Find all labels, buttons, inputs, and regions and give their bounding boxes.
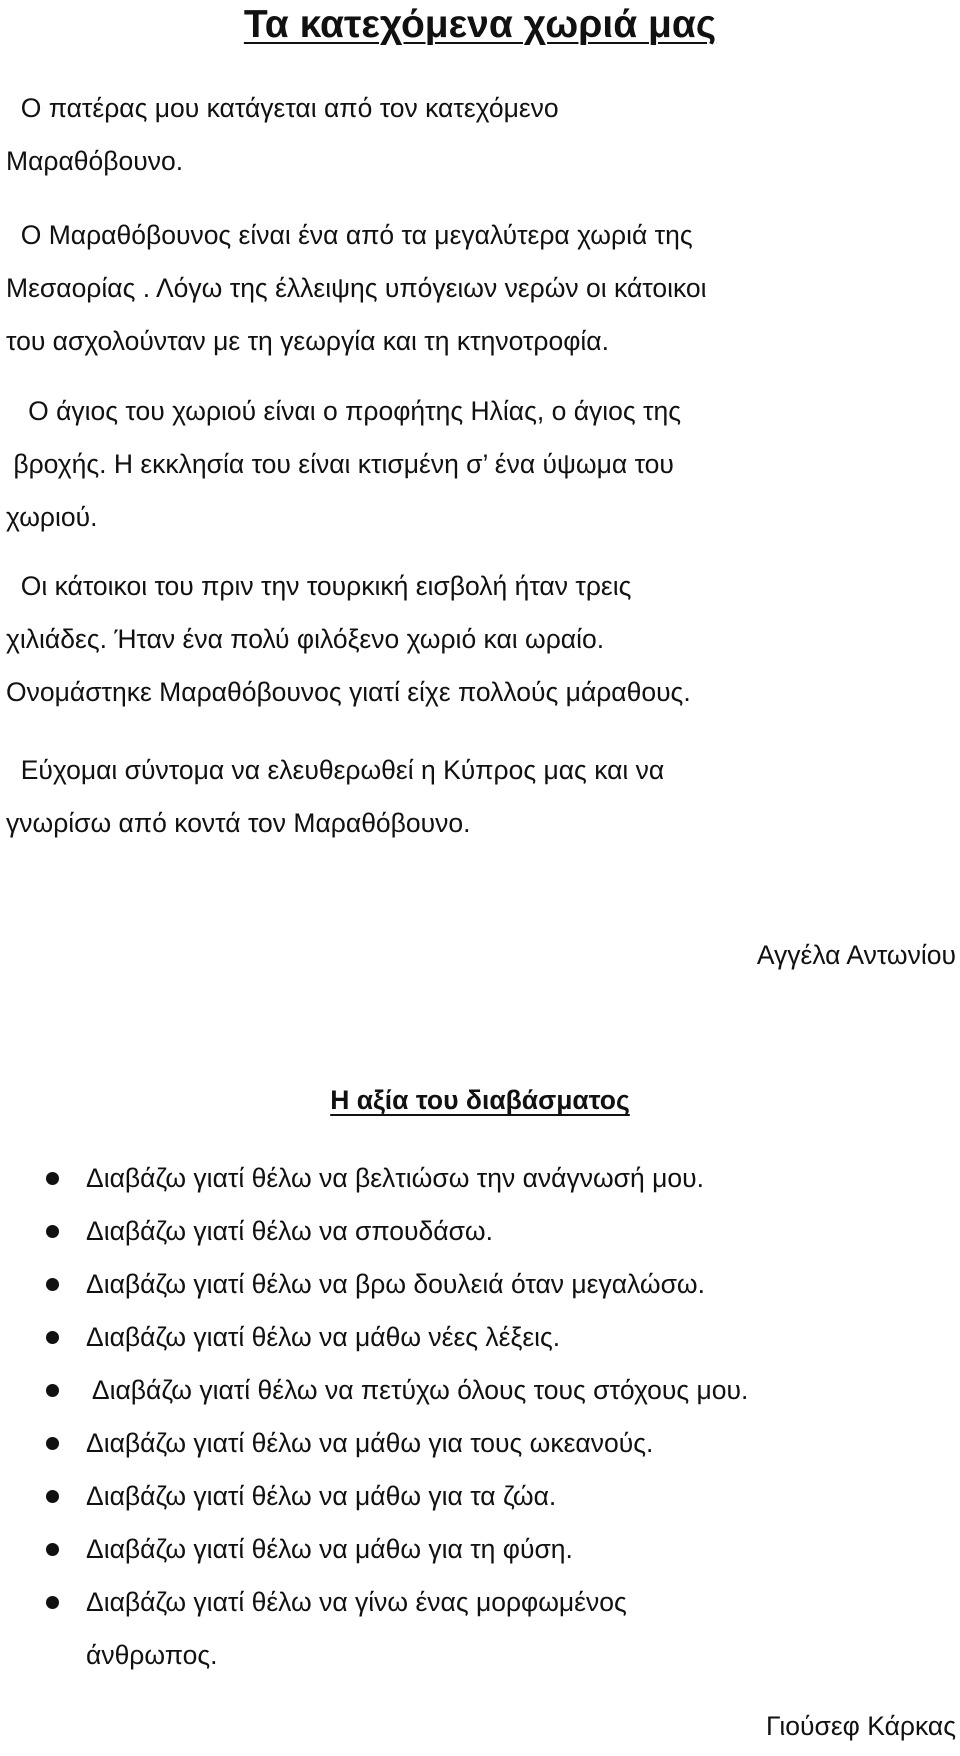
paragraph-wish: [6, 744, 956, 850]
section-title: Η αξία του διαβάσματος: [330, 1085, 630, 1115]
paragraph-origin: [6, 82, 956, 188]
list-item-text: άνθρωπος.: [86, 1640, 218, 1670]
list-item: [0, 1417, 960, 1470]
bullet-icon: [46, 1172, 59, 1185]
paragraph-line: γνωρίσω από κοντά τον Μαραθόβουνο.: [6, 808, 471, 838]
list-item: [0, 1152, 960, 1205]
paragraph-line: Ο Μαραθόβουνος είναι ένα από τα μεγαλύτερα χωριά της: [6, 220, 693, 250]
list-item-text: Διαβάζω γιατί θέλω να μάθω για τους ωκεανούς.: [86, 1428, 654, 1458]
paragraph-line: Ο πατέρας μου κατάγεται από τον κατεχόμενο: [6, 93, 559, 123]
bullet-icon: [46, 1490, 59, 1503]
list-item: [0, 1311, 960, 1364]
paragraph-line: του ασχολούνταν με τη γεωργία και τη κτηνοτροφία.: [6, 326, 609, 356]
bullet-icon: [46, 1437, 59, 1450]
list-item: [0, 1258, 960, 1311]
bullet-icon: [46, 1596, 59, 1609]
list-item-text: Διαβάζω γιατί θέλω να πετύχω όλους τους στόχους μου.: [86, 1375, 749, 1405]
author-signature: Γιούσεφ Κάρκας: [765, 1711, 956, 1741]
author-signature: Αγγέλα Αντωνίου: [756, 940, 956, 970]
reasons-list: [0, 1152, 960, 1682]
list-item-text: Διαβάζω γιατί θέλω να σπουδάσω.: [86, 1216, 493, 1246]
paragraph-line: Οι κάτοικοι του πριν την τουρκική εισβολή ήταν τρεις: [6, 571, 632, 601]
list-item-text: Διαβάζω γιατί θέλω να μάθω νέες λέξεις.: [86, 1322, 561, 1352]
paragraph-inhabitants: [6, 560, 956, 719]
paragraph-line: Εύχομαι σύντομα να ελευθερωθεί η Κύπρος μας και να: [6, 755, 665, 785]
paragraph-line: Μεσαορίας . Λόγω της έλλειψης υπόγειων νερών οι κάτοικοι: [6, 273, 707, 303]
paragraph-line: βροχής. Η εκκλησία του είναι κτισμένη σ’ ένα ύψωμα του: [6, 449, 674, 479]
paragraph-village-size: [6, 209, 956, 368]
list-item: [0, 1205, 960, 1258]
list-item-text: Διαβάζω γιατί θέλω να μάθω για τα ζώα.: [86, 1481, 557, 1511]
list-item: [0, 1523, 960, 1576]
list-item: [0, 1576, 960, 1682]
list-item-text: Διαβάζω γιατί θέλω να μάθω για τη φύση.: [86, 1534, 573, 1564]
list-item-text: Διαβάζω γιατί θέλω να βελτιώσω την ανάγνωσή μου.: [86, 1163, 704, 1193]
bullet-icon: [46, 1331, 59, 1344]
list-item: [0, 1470, 960, 1523]
article-title: Τα κατεχόμενα χωριά μας: [243, 3, 717, 46]
paragraph-line: Ο άγιος του χωριού είναι ο προφήτης Ηλίας, ο άγιος της: [6, 396, 681, 426]
paragraph-line: χωριού.: [6, 502, 98, 532]
paragraph-line: Ονομάστηκε Μαραθόβουνος γιατί είχε πολλούς μάραθους.: [6, 677, 691, 707]
bullet-icon: [46, 1543, 59, 1556]
list-item-text: Διαβάζω γιατί θέλω να βρω δουλειά όταν μεγαλώσω.: [86, 1269, 705, 1299]
list-item: [0, 1364, 960, 1417]
bullet-icon: [46, 1278, 59, 1291]
paragraph-line: Μαραθόβουνο.: [6, 146, 184, 176]
bullet-icon: [46, 1384, 59, 1397]
list-item-text: Διαβάζω γιατί θέλω να γίνω ένας μορφωμένος: [86, 1587, 627, 1617]
paragraph-saint: [6, 385, 956, 544]
bullet-icon: [46, 1225, 59, 1238]
paragraph-line: χιλιάδες. Ήταν ένα πολύ φιλόξενο χωριό και ωραίο.: [6, 624, 605, 654]
